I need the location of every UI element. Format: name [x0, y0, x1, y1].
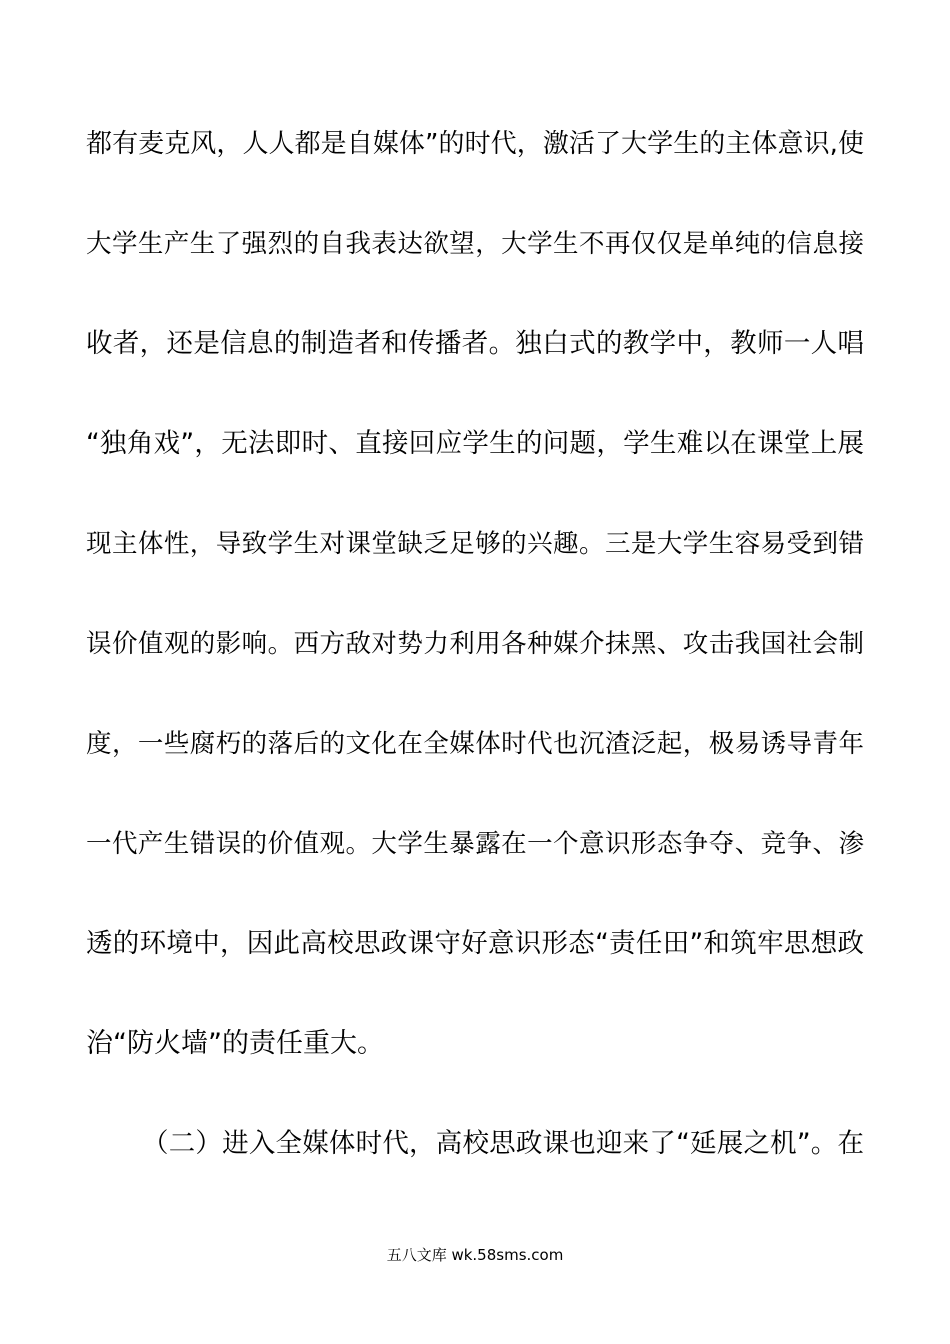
paragraph-line-10: 治“防火墙”的责任重大。 [86, 1028, 384, 1059]
paragraph-line-5: 现主体性，导致学生对课堂缺乏足够的兴趣。三是大学生容易受到错 [86, 529, 864, 559]
paragraph-line-7: 度，一些腐朽的落后的文化在全媒体时代也沉渣泛起，极易诱导青年 [86, 729, 864, 759]
section-heading-line: （二）进入全媒体时代，高校思政课也迎来了“延展之机”。在 [142, 1128, 864, 1159]
paragraph-line-3: 收者，还是信息的制造者和传播者。独白式的教学中，教师一人唱 [86, 328, 864, 359]
paragraph-line-6: 误价值观的影响。西方敌对势力利用各种媒介抹黑、攻击我国社会制 [86, 629, 864, 659]
paragraph-line-2: 大学生产生了强烈的自我表达欲望，大学生不再仅仅是单纯的信息接 [86, 229, 864, 259]
paragraph-line-1: 都有麦克风，人人都是自媒体”的时代，激活了大学生的主体意识,使 [86, 129, 864, 159]
footer-watermark-text: 五八文库 wk.58sms.com [386, 1246, 564, 1264]
paragraph-line-4: “独角戏”，无法即时、直接回应学生的问题，学生难以在课堂上展 [86, 428, 864, 459]
paragraph-line-9: 透的环境中，因此高校思政课守好意识形态“责任田”和筑牢思想政 [86, 928, 864, 959]
paragraph-line-8: 一代产生错误的价值观。大学生暴露在一个意识形态争夺、竞争、渗 [86, 829, 864, 859]
